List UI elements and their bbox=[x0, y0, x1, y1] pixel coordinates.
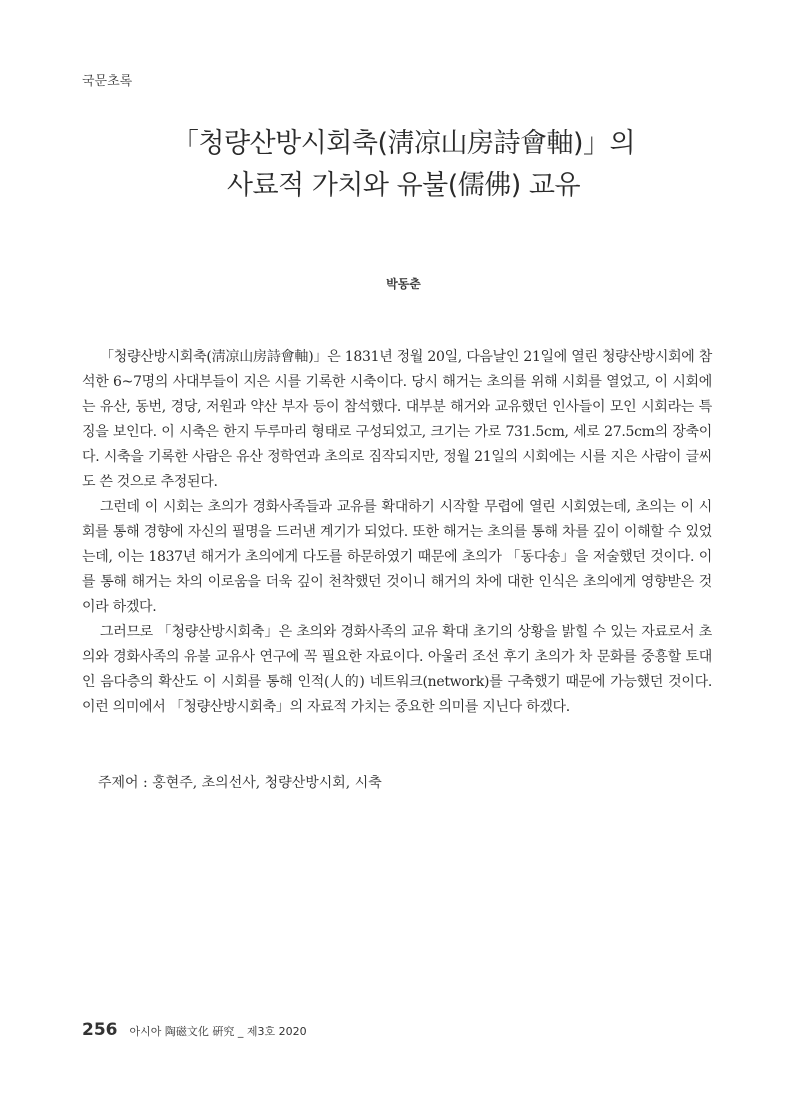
journal-info: 아시아 陶磁文化 硏究 _ 제3호 2020 bbox=[129, 1025, 307, 1038]
abstract-body bbox=[82, 345, 712, 720]
page-number: 256 bbox=[82, 1020, 118, 1040]
abstract-paragraph-3: 그러므로 「청량산방시회축」은 초의와 경화사족의 교유 확대 초기의 상황을 밝힐 수 있는 자료로서 초의와 경화사족의 유불 교유사 연구에 꼭 필요한 자료이다. 아울러 조선 후기 초의가 차 문화를 중흥할 토대인 음다층의 확산도 이 시회를 통해 인적(人的) 네트워크(network)를 구축했기 때문에 가능했던 것이다. 이런 의미에서 「청량산방시회축」의 자료적 가치는 중요한 의미를 지닌다 하겠다. bbox=[82, 624, 712, 715]
abstract-paragraph-2: 그런데 이 시회는 초의가 경화사족들과 교유를 확대하기 시작할 무렵에 열린 시회였는데, 초의는 이 시회를 통해 경향에 자신의 필명을 드러낸 계기가 되었다. 또한 해거는 초의를 통해 차를 깊이 이해할 수 있었는데, 이는 1837년 해거가 초의에게 다도를 하문하였기 때문에 초의가 「동다송」을 저술했던 것이다. 이를 통해 해거는 차의 이로움을 더욱 깊이 천착했던 것이니 해거의 차에 대한 인식은 초의에게 영향받은 것이라 하겠다. bbox=[82, 499, 712, 615]
page-footer bbox=[82, 1020, 307, 1040]
section-label: 국문초록 bbox=[82, 74, 133, 89]
keywords: 주제어 : 홍현주, 초의선사, 청량산방시회, 시축 bbox=[98, 775, 382, 791]
title-line-2: 사료적 가치와 유불(儒佛) 교유 bbox=[226, 170, 581, 201]
title-line-1: 「청량산방시회축(淸凉山房詩會軸)」의 bbox=[171, 128, 636, 159]
abstract-paragraph-1: 「청량산방시회축(淸凉山房詩會軸)」은 1831년 정월 20일, 다음날인 21일에 열린 청량산방시회에 참석한 6~7명의 사대부들이 지은 시를 기록한 시축이다. 당시 해거는 초의를 위해 시회를 열었고, 이 시회에는 유산, 동번, 경당, 저원과 약산 부자 등이 참석했다. 대부분 해거와 교유했던 인사들이 모인 시회라는 특징을 보인다. 이 시축은 한지 두루마리 형태로 구성되었고, 크기는 가로 731.5cm, 세로 27.5cm의 장축이다. 시축을 기록한 사람은 유산 정학연과 초의로 짐작되지만, 정월 21일의 시회에는 시를 지은 사람이 글씨도 쓴 것으로 추정된다. bbox=[82, 349, 712, 490]
author-name: 박동춘 bbox=[386, 277, 421, 291]
